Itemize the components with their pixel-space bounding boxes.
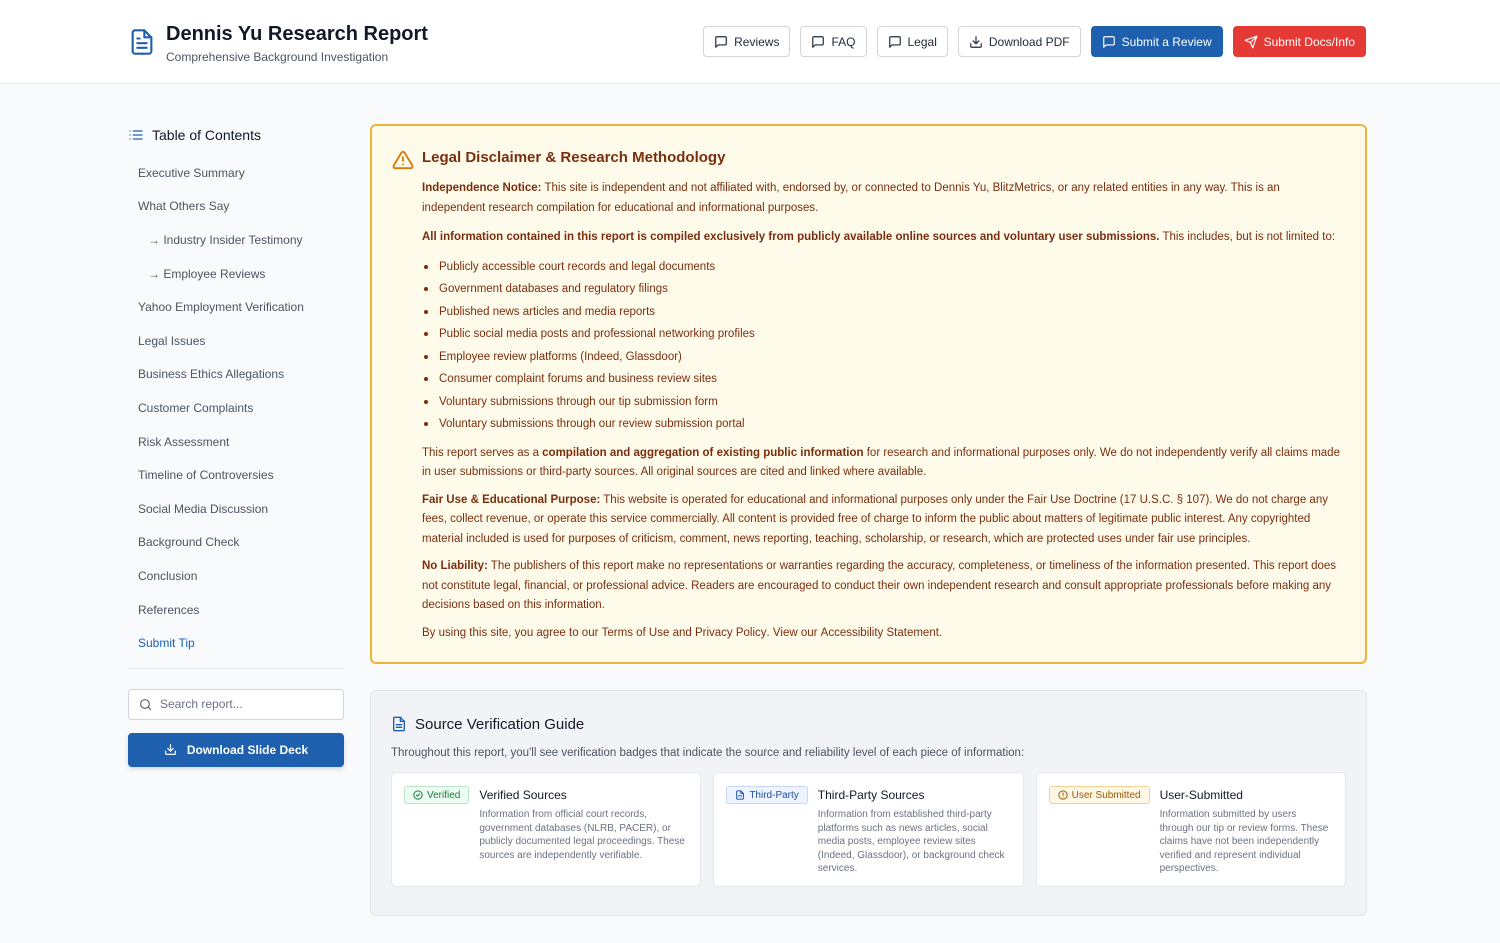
toc-header (128, 118, 344, 152)
card-title: Verified Sources (479, 788, 567, 802)
serves-bold: compilation and aggregation of existing public information (542, 446, 864, 459)
serves-notice (422, 444, 1345, 483)
check-circle-icon (413, 790, 423, 800)
disclaimer-title: Legal Disclaimer & Research Methodology (422, 149, 726, 166)
independence-notice (422, 179, 1345, 218)
independence-text: This site is independent and not affiliated with, endorsed by, or connected to Dennis Yu, BlitzMetrics, or any related entities in any way. This is an independent research compilation for educational and informational purposes. (422, 182, 1280, 214)
third-party-badge-label: Third-Party (749, 789, 799, 801)
compiled-bold: All information contained in this report is compiled exclusively from publicly available online sources and voluntary user submissions. (422, 231, 1160, 243)
list-item: Published news articles and media reports (422, 301, 1345, 324)
agree-and: and (669, 626, 695, 639)
agree-pre: By using this site, you agree to our (422, 626, 602, 639)
list-item: Employee review platforms (Indeed, Glassdoor) (422, 346, 1345, 369)
page-title: Dennis Yu Research Report (166, 23, 428, 45)
search-input[interactable] (160, 697, 320, 711)
card-description: Information submitted by users through our tip or review forms. These claims have not been independently verified and represent individual perspectives. (1159, 809, 1329, 874)
toc-item-submit-tip[interactable]: Submit Tip (138, 636, 195, 651)
card-title: Third-Party Sources (817, 788, 925, 802)
guide-intro: Throughout this report, you'll see verification badges that indicate the source and reliability level of each piece of information: (391, 747, 1025, 759)
search-box (128, 689, 344, 720)
download-slide-deck-label: Download Slide Deck (186, 742, 309, 757)
toc-item-yahoo-employment[interactable]: Yahoo Employment Verification (138, 300, 304, 315)
fair-use-notice (422, 491, 1345, 550)
warning-triangle-icon (392, 150, 414, 170)
message-square-icon (888, 35, 902, 49)
send-icon (1244, 35, 1258, 49)
message-square-icon (811, 35, 825, 49)
sidebar (128, 118, 344, 767)
toc-item-employee-reviews[interactable]: → Employee Reviews (148, 266, 266, 281)
message-square-icon (714, 35, 728, 49)
reviews-button[interactable] (703, 26, 790, 57)
toc-item-business-ethics[interactable]: Business Ethics Allegations (138, 367, 285, 382)
download-icon (969, 35, 983, 49)
sidebar-divider (128, 668, 344, 669)
page-subtitle: Comprehensive Background Investigation (166, 50, 389, 64)
list-icon (128, 127, 144, 143)
independence-label: Independence Notice: (422, 182, 542, 194)
toc-item-risk-assessment[interactable]: Risk Assessment (138, 434, 230, 449)
verified-card (391, 772, 701, 887)
compiled-text: This includes, but is not limited to: (1159, 231, 1336, 243)
download-pdf-label: Download PDF (988, 34, 1070, 49)
agree-view: . View our (766, 626, 821, 639)
privacy-policy-link[interactable]: Privacy Policy (694, 626, 767, 639)
toc-item-conclusion[interactable]: Conclusion (138, 568, 198, 583)
toc-item-what-others-say[interactable]: What Others Say (138, 199, 230, 214)
toc-item-references[interactable]: References (138, 602, 200, 617)
third-party-card (713, 772, 1023, 887)
verified-badge (404, 786, 469, 804)
faq-button-label: FAQ (831, 34, 856, 49)
card-description: Information from established third-party platforms such as news articles, social media posts, employee review sites (Indeed, Glassdoor), or background check services. (817, 809, 1005, 874)
header-actions (703, 26, 1366, 57)
toc-item-background-check[interactable]: Background Check (138, 535, 240, 550)
list-item: Publicly accessible court records and legal documents (422, 256, 1345, 279)
toc-item-timeline[interactable]: Timeline of Controversies (138, 468, 274, 483)
toc-item-legal-issues[interactable]: Legal Issues (138, 333, 206, 348)
liability-notice (422, 557, 1345, 616)
guide-header (391, 713, 1346, 735)
toc-title: Table of Contents (152, 127, 261, 143)
user-submitted-card (1036, 772, 1346, 887)
sources-list (422, 256, 1345, 436)
liability-text: The publishers of this report make no representations or warranties regarding the accuracy, completeness, or timeliness of the information presented. This report does not constitute legal, financial, or professional advice. Readers are encouraged to conduct their own independent research and consult appropriate professionals before making any decisions based on this information. (422, 560, 1337, 611)
submit-docs-button[interactable] (1233, 26, 1366, 57)
faq-button[interactable] (800, 26, 866, 57)
reviews-button-label: Reviews (734, 34, 780, 49)
list-item: Government databases and regulatory filings (422, 278, 1345, 301)
source-verification-guide (370, 690, 1367, 916)
file-icon (735, 790, 745, 800)
fair-use-label: Fair Use & Educational Purpose: (422, 493, 601, 506)
guide-cards (391, 772, 1346, 887)
toc-item-customer-complaints[interactable]: Customer Complaints (138, 400, 254, 415)
third-party-badge (726, 786, 807, 804)
download-pdf-button[interactable] (958, 26, 1081, 57)
terms-of-use-link[interactable]: Terms of Use (601, 626, 670, 639)
accessibility-statement-link[interactable]: Accessibility Statement (820, 626, 939, 639)
compiled-notice (422, 228, 1345, 248)
message-square-icon (1102, 35, 1116, 49)
list-item: Voluntary submissions through our review submission portal (422, 413, 1345, 436)
document-icon (128, 28, 156, 56)
brand (128, 22, 428, 64)
top-header (0, 0, 1500, 84)
submit-docs-label: Submit Docs/Info (1263, 34, 1355, 49)
user-submitted-badge (1049, 786, 1150, 804)
toc-item-executive-summary[interactable]: Executive Summary (138, 165, 245, 180)
legal-button[interactable] (877, 26, 948, 57)
agreement-notice (422, 624, 1345, 644)
list-item: Voluntary submissions through our tip submission form (422, 391, 1345, 414)
toc-item-social-media[interactable]: Social Media Discussion (138, 501, 269, 516)
serves-pre: This report serves as a (422, 446, 543, 459)
verified-badge-label: Verified (427, 789, 461, 801)
legal-disclaimer (370, 124, 1367, 664)
legal-button-label: Legal (907, 34, 937, 49)
agree-end: . (938, 626, 943, 639)
card-title: User-Submitted (1159, 788, 1243, 802)
card-description: Information from official court records, government databases (NLRB, PACER), or publicly documented legal proceedings. These sources are independently verifiable. (479, 809, 685, 861)
submit-review-label: Submit a Review (1121, 34, 1212, 49)
guide-title: Source Verification Guide (415, 715, 585, 733)
toc-list (128, 156, 344, 660)
toc-item-industry-insider-testimony[interactable]: → Industry Insider Testimony (148, 232, 303, 247)
download-slide-deck-button[interactable] (128, 733, 344, 767)
download-icon (164, 743, 177, 756)
search-icon (139, 698, 152, 711)
document-icon (391, 716, 407, 732)
liability-label: No Liability: (422, 560, 488, 572)
alert-circle-icon (1058, 790, 1068, 800)
user-submitted-badge-label: User Submitted (1071, 789, 1141, 801)
serves-post: for research and informational purposes only. We do not independently verify all claims made in user submissions or third-party sources. All original sources are cited and linked where available. (422, 446, 1340, 478)
submit-review-button[interactable] (1091, 26, 1223, 57)
fair-use-text: This website is operated for educational and informational purposes only under the Fair Use Doctrine (17 U.S.C. § 107). We do not charge any fees, collect revenue, or operate this service commercially. All content is provided free of charge to inform the public about matters of legitimate public interest. Any copyrighted material included is used for purposes of criticism, comment, news reporting, teaching, scholarship, or research, which are protected uses under fair use principles. (422, 493, 1328, 545)
list-item: Public social media posts and professional networking profiles (422, 323, 1345, 346)
list-item: Consumer complaint forums and business review sites (422, 368, 1345, 391)
